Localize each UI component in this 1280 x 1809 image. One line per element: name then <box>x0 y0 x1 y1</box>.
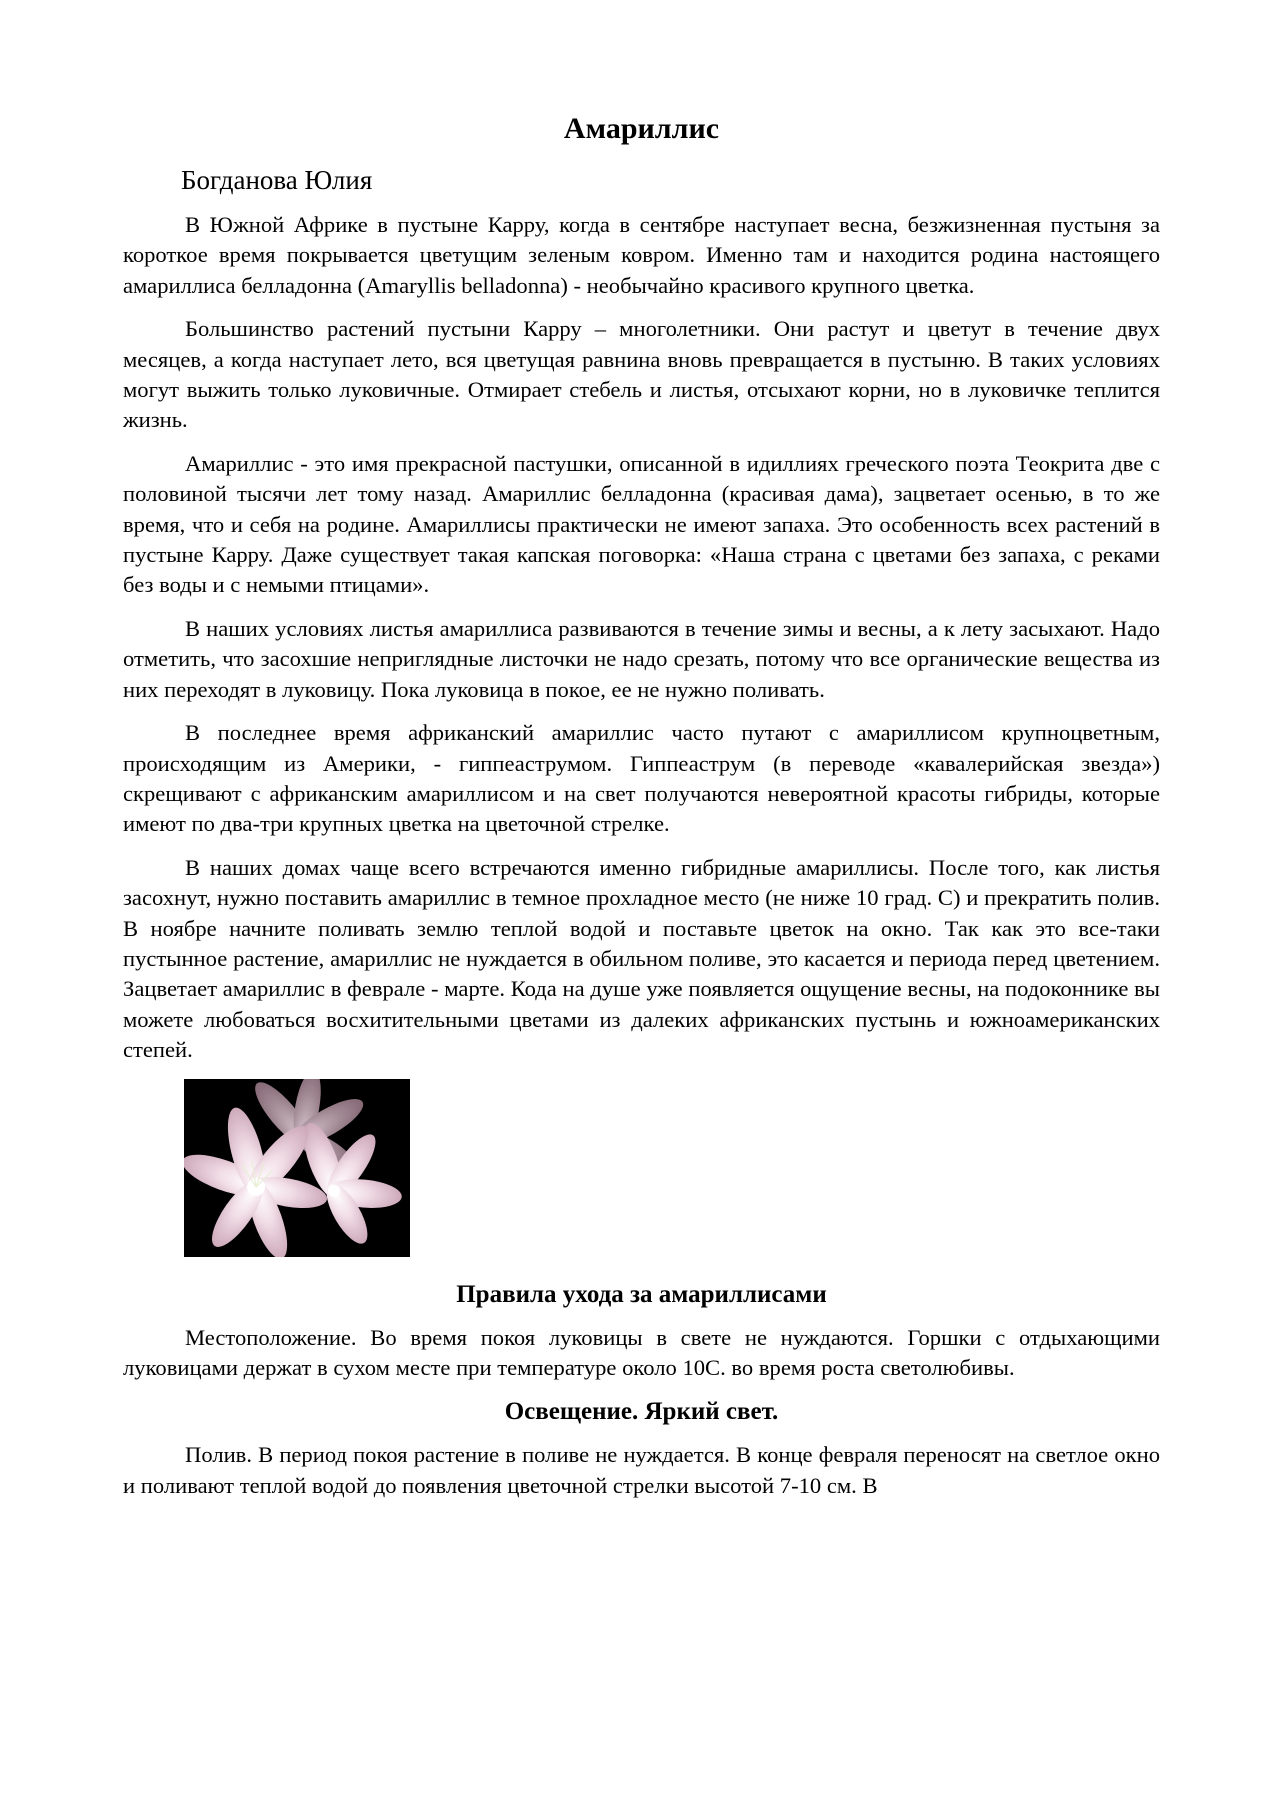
paragraph: В последнее время африканский амариллис часто путают с амариллисом крупноцветным, происходящим из Америки, - гиппеаструмом. Гиппеаструм (в переводе «кавалерийская звезда») скрещивают с африканским амариллисом и на свет получаются невероятной красоты гибриды, которые имеют по два-три крупных цветка на цветочной стрелке. <box>123 720 1160 837</box>
document-title: Амариллис <box>563 112 720 145</box>
watering-paragraph: Полив. В период покоя растение в поливе не нуждается. В конце февраля переносят на светлое окно и поливают теплой водой до появления цветочной стрелки высотой 7-10 см. В <box>123 1442 1160 1498</box>
lighting-heading: Освещение. Яркий свет. <box>504 1398 779 1426</box>
paragraph: Большинство растений пустыни Карру – многолетники. Они растут и цветут в течение двух месяцев, а когда наступает лето, вся цветущая равнина вновь превращается в пустыню. В таких условиях могут выжить только луковичные. Отмирает стебель и листья, отсыхают корни, но в луковичке теплится жизнь. <box>123 316 1160 433</box>
paragraph: В Южной Африке в пустыне Карру, когда в сентябре наступает весна, безжизненная пустыня за короткое время покрывается цветущим зеленым ковром. Именно там и находится родина настоящего амариллиса белладонна (Amaryllis belladonna) - необычайно красивого крупного цветка. <box>123 212 1160 298</box>
amaryllis-photo <box>184 1079 410 1257</box>
amaryllis-flower-image <box>184 1079 410 1257</box>
location-paragraph: Местоположение. Во время покоя луковицы в свете не нуждаются. Горшки с отдыхающими луковицами держат в сухом месте при температуре около 10С. во время роста светолюбивы. <box>123 1324 1160 1380</box>
paragraph: Амариллис - это имя прекрасной пастушки, описанной в идиллиях греческого поэта Теокрита две с половиной тысячи лет тому назад. Амариллис белладонна (красивая дама), зацветает осенью, в то же время, что и себя на родине. Амариллисы практически не имеют запаха. Это особенность всех растений в пустыне Карру. Даже существует такая капская поговорка: «Наша страна с цветами без запаха, с реками без воды и с немыми птицами». <box>123 450 1160 598</box>
paragraph: В наших домах чаще всего встречаются именно гибридные амариллисы. После того, как листья засохнут, нужно поставить амариллис в темное прохладное место (не ниже 10 град. С) и прекратить полив. В ноябре начните поливать землю теплой водой и поставьте цветок на окно. Так как это все-таки пустынное растение, амариллис не нуждается в обильном поливе, это касается и периода перед цветением. Зацветает амариллис в феврале - марте. Кода на душе уже появляется ощущение весны, на подоконнике вы можете любоваться восхитительными цветами из далеких африканских пустынь и южноамериканских степей. <box>123 854 1160 1063</box>
care-rules-heading: Правила ухода за амариллисами <box>456 1280 827 1308</box>
paragraph: В наших условиях листья амариллиса развиваются в течение зимы и весны, а к лету засыхают. Надо отметить, что засохшие неприглядные листочки не надо срезать, потому что все органические вещества из них переходят в луковицу. Пока луковица в покое, ее не нужно поливать. <box>123 615 1160 702</box>
document-page <box>123 110 1160 1514</box>
author-name: Богданова Юлия <box>181 165 373 195</box>
